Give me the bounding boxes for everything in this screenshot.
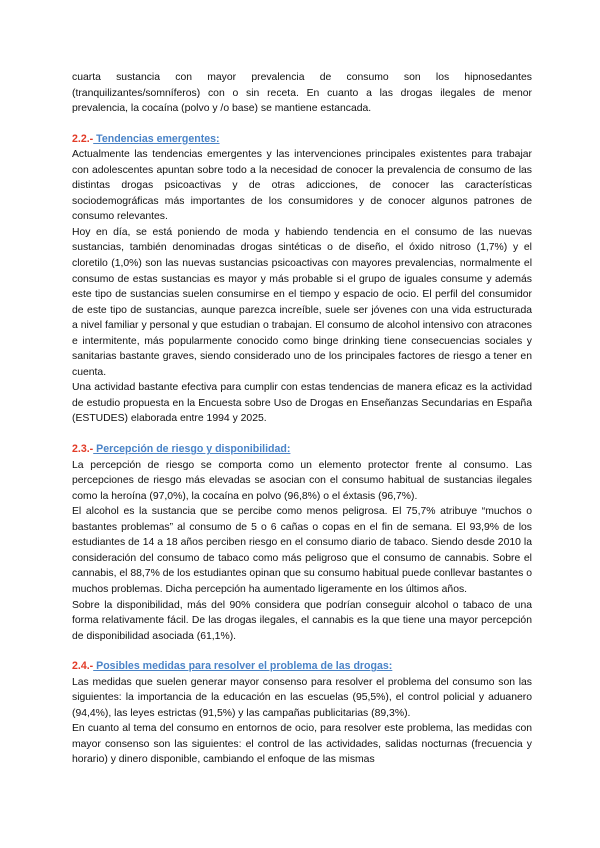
medidas-paragraph-1: Las medidas que suelen generar mayor consenso para resolver el problema del consumo son las siguientes: la importancia de la educación en las escuelas (95,5%), el control policial y aduanero (94,4%), las leyes estrictas (91,5%) y las campañas publicitarias (89,3%). bbox=[72, 676, 532, 719]
section-number: 2.2.- bbox=[72, 132, 94, 145]
tendencias-paragraph-3: Una actividad bastante efectiva para cumplir con estas tendencias de manera eficaz es la actividad de estudio propuesta en la Encuesta sobre Uso de Drogas en Enseñanzas Secundarias en España (ESTUDES) elaborada entre 1994 y 2025. bbox=[72, 382, 532, 425]
document-body bbox=[72, 70, 532, 768]
tendencias-paragraph-1: Actualmente las tendencias emergentes y las intervenciones principales existentes para trabajar con adolescentes apuntan sobre todo a la necesidad de conocer la prevalencia de consumo de las distintas drogas psicoactivas y de otras adicciones, de conocer las características sociodemográficas más importantes de los consumidores y de conocer algunos patrones de consumo relevantes. bbox=[72, 149, 532, 223]
percepcion-paragraph-3: Sobre la disponibilidad, más del 90% considera que podrían conseguir alcohol o tabaco de una forma relativamente fácil. De las drogas ilegales, el cannabis es la que tiene una mayor percepción de disponibilidad asociada (61,1%). bbox=[72, 599, 532, 642]
section-heading-tendencias bbox=[72, 132, 532, 148]
intro-paragraph: cuarta sustancia con mayor prevalencia de consumo son los hipnosedantes (tranquilizantes/somníferos) con o sin receta. En cuanto a las drogas ilegales de menor prevalencia, la cocaína (polvo y /o base) se mantiene estancada. bbox=[72, 72, 532, 115]
section-number: 2.3.- bbox=[72, 443, 94, 456]
section-title: Tendencias emergentes: bbox=[93, 132, 220, 145]
percepcion-paragraph-2: El alcohol es la sustancia que se percibe como menos peligrosa. El 75,7% atribuye “muchos o bastantes problemas” al consumo de 5 o 6 cañas o copas en el fin de semana. El 93,9% de los estudiantes de 14 a 18 años perciben riesgo en el consumo diario de tabaco. Siendo desde 2010 la consideración del consumo de tabaco como más peligroso que el consumo de cannabis. Sobre el cannabis, el 88,7% de los estudiantes opinan que su consumo habitual puede conllevar bastantes o muchos problemas. Dicha percepción ha aumentado ligeramente en los últimos años. bbox=[72, 506, 532, 595]
section-title: Posibles medidas para resolver el problema de las drogas: bbox=[93, 660, 393, 673]
medidas-paragraph-2: En cuanto al tema del consumo en entornos de ocio, para resolver este problema, las medidas con mayor consenso son las siguientes: el control de las actividades, salidas nocturnas (frecuencia y horario) y dinero disponible, cambiando el enfoque de las mismas bbox=[72, 723, 532, 766]
tendencias-paragraph-2: Hoy en día, se está poniendo de moda y habiendo tendencia en el consumo de las nuevas sustancias, también denominadas drogas sintéticas o de diseño, el óxido nitroso (1,7%) y el cloretilo (1,0%) son las nuevas sustancias psicoactivas con mayores prevalencias, normalmente el consumo de estas sustancias es mayor y más probable si el grupo de iguales consume y además este tipo de sustancias suelen consumirse en el tiempo y espacio de ocio. El perfil del consumidor de este tipo de sustancias, aunque parezca increíble, suele ser jóvenes con una vida estructurada a nivel familiar y personal y que estudian o trabajan. El consumo de alcohol intensivo con atracones e intermitente, más popularmente conocido como binge drinking tiene consecuencias sociales y sanitarias bastante graves, siendo considerado uno de los principales factores de riesgo a tener en cuenta. bbox=[72, 226, 532, 378]
percepcion-paragraph-1: La percepción de riesgo se comporta como un elemento protector frente al consumo. Las percepciones de riesgo más elevadas se asocian con el consumo habitual de sustancias ilegales como la heroína (97,0%), la cocaína en polvo (96,8%) o el éxtasis (96,7%). bbox=[72, 459, 532, 502]
section-number: 2.4.- bbox=[72, 660, 94, 673]
section-heading-medidas bbox=[72, 659, 532, 675]
section-title: Percepción de riesgo y disponibilidad: bbox=[93, 443, 291, 456]
section-heading-percepcion bbox=[72, 442, 532, 458]
